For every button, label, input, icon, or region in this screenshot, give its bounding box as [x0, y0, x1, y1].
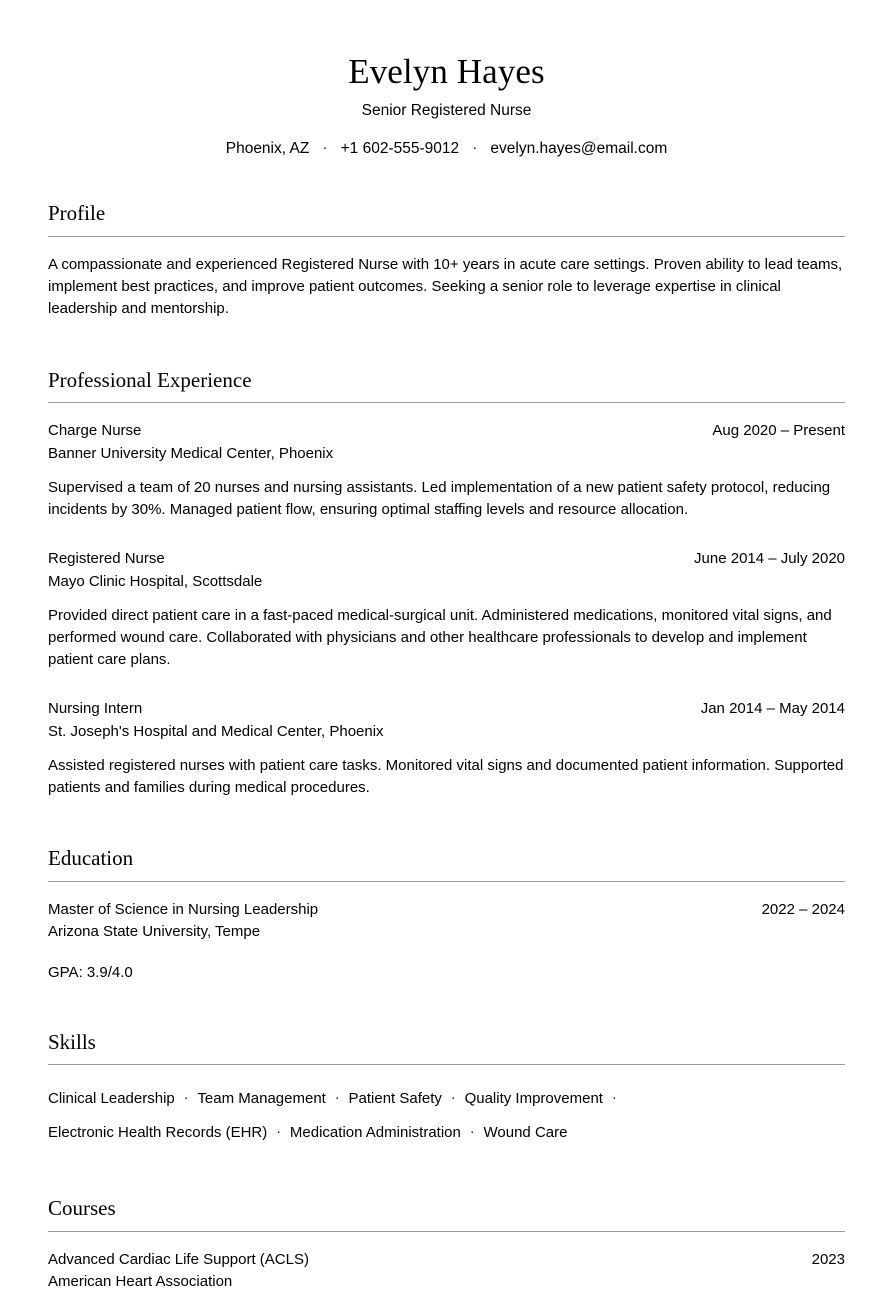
- experience-description: Supervised a team of 20 nurses and nursing assistants. Led implementation of a new patient safety protocol, reducing incidents by 30%. Managed patient flow, ensuring optimal staffing levels and resource allocation.: [48, 478, 831, 519]
- section-divider: [48, 881, 845, 882]
- candidate-name: Evelyn Hayes: [348, 52, 545, 91]
- course-entry: [48, 1249, 845, 1292]
- skill-item: Patient Safety: [348, 1090, 442, 1108]
- section-title-education: Education: [48, 846, 134, 871]
- skill-item: Clinical Leadership: [48, 1090, 175, 1108]
- contact-email: evelyn.hayes@email.com: [490, 140, 668, 158]
- experience-description: Provided direct patient care in a fast-paced medical-surgical unit. Administered medications, monitored vital signs, and performed wound care. Collaborated with physicians and other healthcare professionals to develop and implement patient care plans.: [48, 606, 832, 669]
- profile-summary-text: A compassionate and experienced Registered Nurse with 10+ years in acute care settings. Proven ability to lead teams, implement best practices, and improve patient outcomes. Seeking a senior role to leverage expertise in clinical leadership and mentorship.: [48, 255, 843, 317]
- section-divider: [48, 1231, 845, 1232]
- experience-date: Jan 2014 – May 2014: [700, 700, 845, 718]
- experience-entry-header: [48, 420, 845, 441]
- skill-separator-icon: ·: [611, 1089, 617, 1106]
- education-entry-header: [48, 899, 845, 920]
- section-experience: [48, 368, 845, 799]
- section-title-courses: Courses: [48, 1196, 116, 1221]
- experience-description: Assisted registered nurses with patient care tasks. Monitored vital signs and documented patient information. Supported patients and families during medical procedures.: [48, 756, 844, 797]
- contact-line: [48, 138, 845, 160]
- education-date: 2022 – 2024: [761, 900, 845, 918]
- experience-organization: Mayo Clinic Hospital, Scottsdale: [48, 572, 263, 590]
- skill-item: Medication Administration: [289, 1123, 461, 1141]
- experience-role: Nursing Intern: [48, 700, 143, 718]
- course-provider: American Heart Association: [48, 1272, 233, 1290]
- section-skills: [48, 1030, 845, 1150]
- skill-item: Electronic Health Records (EHR): [48, 1123, 268, 1141]
- experience-organization: St. Joseph's Hospital and Medical Center, Phoenix: [48, 722, 384, 740]
- experience-entry-header: [48, 548, 845, 569]
- contact-location: Phoenix, AZ: [225, 140, 310, 158]
- section-title-profile: Profile: [48, 201, 106, 226]
- skill-item: Team Management: [197, 1090, 326, 1108]
- experience-entry-header: [48, 698, 845, 719]
- course-name: Advanced Cardiac Life Support (ACLS): [48, 1250, 309, 1268]
- candidate-job-title: Senior Registered Nurse: [361, 102, 532, 120]
- skill-separator-icon: ·: [276, 1122, 281, 1139]
- section-courses: [48, 1196, 845, 1292]
- section-education: [48, 846, 845, 984]
- skill-item: Wound Care: [483, 1123, 568, 1141]
- experience-role: Registered Nurse: [48, 550, 165, 568]
- section-title-skills: Skills: [48, 1029, 96, 1054]
- section-divider: [48, 1064, 845, 1065]
- contact-phone: +1 602-555-9012: [340, 140, 460, 158]
- skill-item: Quality Improvement: [464, 1090, 603, 1108]
- course-entry-header: [48, 1249, 845, 1270]
- contact-separator-icon: ·: [322, 139, 328, 156]
- experience-date: Aug 2020 – Present: [712, 422, 845, 440]
- section-title-experience: Professional Experience: [48, 368, 252, 393]
- experience-entry: [48, 548, 845, 671]
- experience-role: Charge Nurse: [48, 422, 142, 440]
- skill-separator-icon: ·: [334, 1089, 340, 1106]
- education-degree: Master of Science in Nursing Leadership: [48, 900, 319, 918]
- contact-separator-icon: ·: [472, 139, 478, 156]
- experience-entry: [48, 420, 845, 521]
- experience-entry: [48, 698, 845, 799]
- resume-header: [48, 48, 845, 160]
- education-institution: Arizona State University, Tempe: [48, 922, 261, 940]
- section-divider: [48, 236, 845, 237]
- skill-separator-icon: ·: [450, 1089, 456, 1106]
- section-divider: [48, 402, 845, 403]
- section-profile: [48, 201, 845, 320]
- experience-organization: Banner University Medical Center, Phoenix: [48, 444, 334, 462]
- experience-date: June 2014 – July 2020: [694, 550, 845, 568]
- skill-separator-icon: ·: [469, 1122, 475, 1139]
- course-date: 2023: [811, 1250, 845, 1268]
- education-gpa: GPA: 3.9/4.0: [48, 964, 133, 982]
- skills-list: [48, 1082, 728, 1149]
- skill-separator-icon: ·: [183, 1089, 189, 1106]
- education-entry: [48, 899, 845, 984]
